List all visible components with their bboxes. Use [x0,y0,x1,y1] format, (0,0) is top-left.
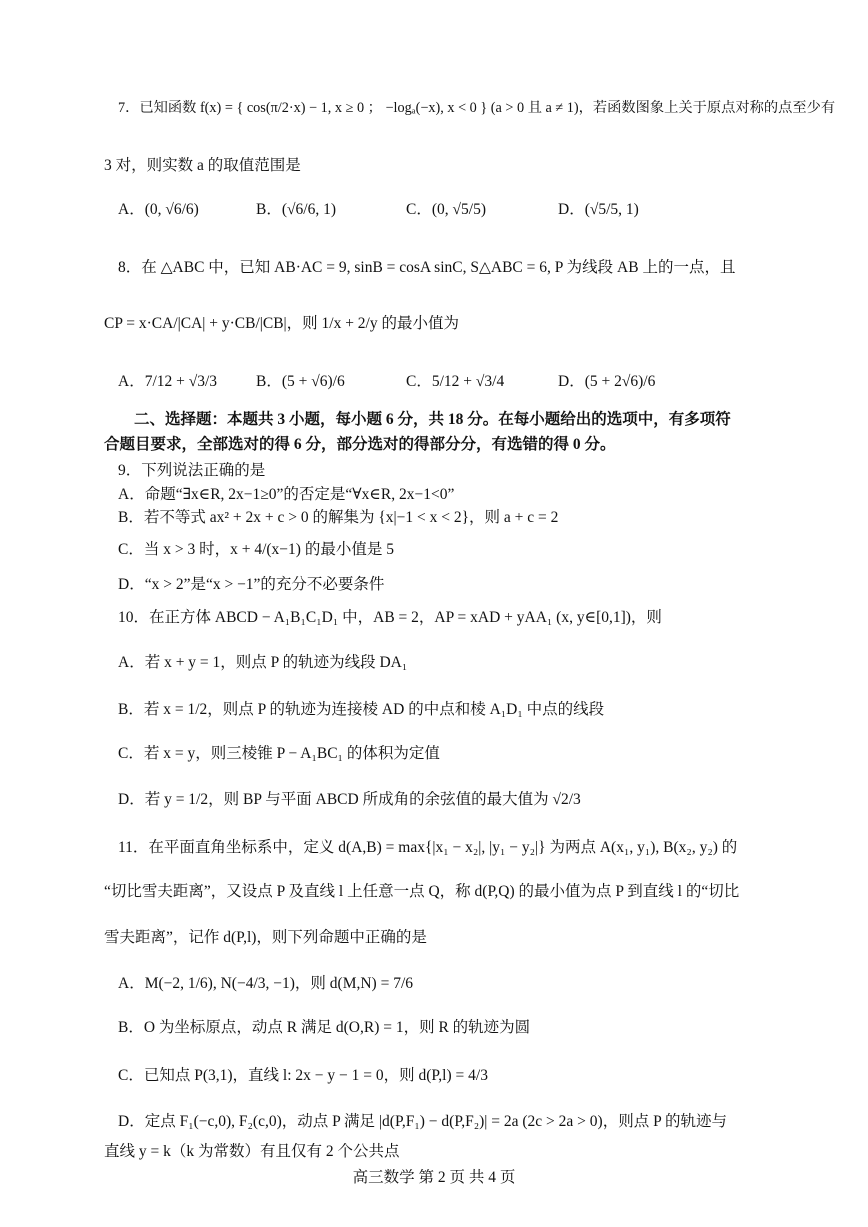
q10-option-d: D．若 y = 1/2，则 BP 与平面 ABCD 所成角的余弦值的最大值为 √2/3 [118,791,581,808]
q9-option-d: D．“x > 2”是“x > −1”的充分不必要条件 [118,576,385,593]
q9-option-c: C．当 x > 3 时，x + 4/(x−1) 的最小值是 5 [118,541,394,558]
q10-option-a: A．若 x + y = 1，则点 P 的轨迹为线段 DA₁ [118,654,408,671]
q8-option-b: B．(5 + √6)/6 [256,373,345,390]
q7-option-b: B．(√6/6, 1) [256,201,336,218]
q8-option-c: C．5/12 + √3/4 [406,373,505,390]
q11-option-b: B．O 为坐标原点，动点 R 满足 d(O,R) = 1，则 R 的轨迹为圆 [118,1019,531,1036]
q9-option-a: A．命题“∃x∈R, 2x−1≥0”的否定是“∀x∈R, 2x−1<0” [118,486,455,503]
q7-stem-line-1: 7．已知函数 f(x) = { cos(π/2·x) − 1, x ≥ 0 ； −logₐ(−x), x < 0 } (a > 0 且 a ≠ 1)，若函数图象上关于原点对称的点至少有 [118,100,836,116]
section2-heading-line-1: 二、选择题：本题共 3 小题，每小题 6 分，共 18 分。在每小题给出的选项中，有多项符 [134,411,731,428]
q7-option-d: D．(√5/5, 1) [558,201,639,218]
q7-stem-line-2: 3 对，则实数 a 的取值范围是 [104,157,301,174]
q8-stem-line-2: CP = x·CA/|CA| + y·CB/|CB|，则 1/x + 2/y 的最小值为 [104,315,459,332]
q8-option-d: D．(5 + 2√6)/6 [558,373,656,390]
q8-option-a: A．7/12 + √3/3 [118,373,218,390]
page-footer: 高三数学 第 2 页 共 4 页 [352,1169,516,1186]
q7-option-a: A．(0, √6/6) [118,201,199,218]
q9-stem: 9．下列说法正确的是 [118,462,266,479]
q9-option-b: B．若不等式 ax² + 2x + c > 0 的解集为 {x|−1 < x < 2}，则 a + c = 2 [118,509,559,526]
q11-stem-line-1: 11．在平面直角坐标系中，定义 d(A,B) = max{|x₁ − x₂|, |y₁ − y₂|} 为两点 A(x₁, y₁), B(x₂, y₂) 的 [118,839,738,856]
q11-option-d-line-2: 直线 y = k（k 为常数）有且仅有 2 个公共点 [104,1143,400,1160]
q10-option-b: B．若 x = 1/2，则点 P 的轨迹为连接棱 AD 的中点和棱 A₁D₁ 中点的线段 [118,701,605,718]
q11-stem-line-3: 雪夫距离”，记作 d(P,l)，则下列命题中正确的是 [104,929,427,946]
q11-option-d-line-1: D．定点 F₁(−c,0), F₂(c,0)，动点 P 满足 |d(P,F₁) − d(P,F₂)| = 2a (2c > 2a > 0)，则点 P 的轨迹与 [118,1113,727,1130]
q11-option-a: A．M(−2, 1/6), N(−4/3, −1)，则 d(M,N) = 7/6 [118,975,413,992]
q11-stem-line-2: “切比雪夫距离”，又设点 P 及直线 l 上任意一点 Q，称 d(P,Q) 的最小值为点 P 到直线 l 的“切比 [104,883,740,900]
q10-stem: 10．在正方体 ABCD − A₁B₁C₁D₁ 中，AB = 2，AP = xAD + yAA₁ (x, y∈[0,1])，则 [118,609,662,626]
q7-option-c: C．(0, √5/5) [406,201,486,218]
section2-heading-line-2: 合题目要求，全部选对的得 6 分，部分选对的得部分分，有选错的得 0 分。 [104,436,616,453]
q10-option-c: C．若 x = y，则三棱锥 P − A₁BC₁ 的体积为定值 [118,745,440,762]
q11-option-c: C．已知点 P(3,1)，直线 l: 2x − y − 1 = 0，则 d(P,l) = 4/3 [118,1067,488,1084]
q8-stem-line-1: 8．在 △ABC 中，已知 AB·AC = 9, sinB = cosA sinC, S△ABC = 6, P 为线段 AB 上的一点，且 [118,259,736,276]
